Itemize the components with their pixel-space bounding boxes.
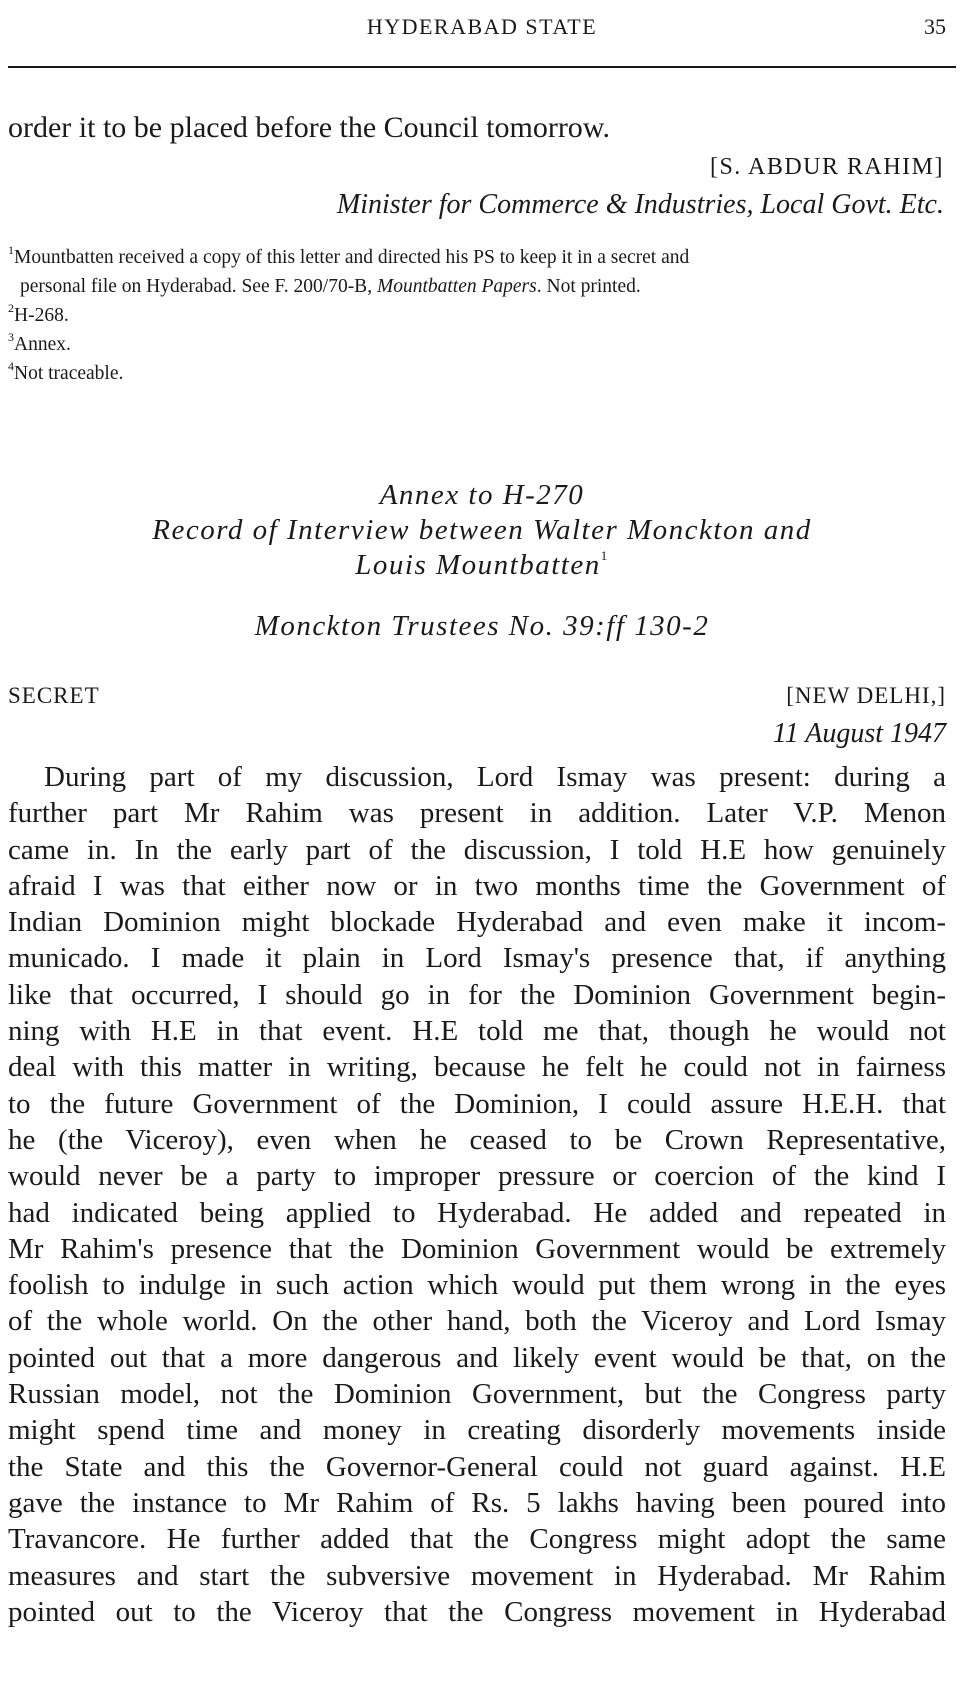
body-line: had indicated being applied to Hyderabad. He added and repeated in [8,1196,946,1229]
date-label: 11 August 1947 [772,718,946,749]
running-header [8,14,956,44]
footnote-marker: 1 [600,548,609,563]
footnote-1 [8,243,956,272]
footnote-4 [8,359,956,388]
continuation-text: order it to be placed before the Council tomorrow. [8,111,611,144]
signature-block [337,148,944,224]
body-line: measures and start the subversive movement in Hyderabad. Mr Rahim [8,1559,946,1592]
body-line: pointed out that a more dangerous and likely event would be that, on the [8,1341,946,1374]
footnote-text: Not traceable. [14,363,124,384]
footnote-marker: 1 [8,243,14,257]
archive-reference: Monckton Trustees No. 39:ff 130-2 [254,610,710,642]
footnote-text: personal file on Hyderabad. See F. 200/70-B, [20,276,377,297]
footnote-marker: 3 [8,330,14,344]
classification-label: SECRET [8,683,100,708]
footnote-marker: 4 [8,359,14,373]
place-label: [NEW DELHI,] [786,683,946,708]
body-line: deal with this matter in writing, because he felt he could not in fairness [8,1051,946,1084]
body-line: During part of my discussion, Lord Ismay was present: during a [44,761,946,793]
header-rule [8,66,956,68]
footnote-text: Mountbatten received a copy of this letter and directed his PS to keep it in a secret and [14,247,690,268]
book-page [8,0,956,1686]
footnote-text: Annex. [14,334,71,355]
body-line: to the future Government of the Dominion, I could assure H.E.H. that [8,1087,946,1120]
footnote-marker: 2 [8,301,14,315]
body-line: Indian Dominion might blockade Hyderabad and even make it incom- [8,906,946,939]
body-line: Mr Rahim's presence that the Dominion Government would be extremely [8,1232,946,1265]
running-title: HYDERABAD STATE [366,14,598,39]
footnotes [8,243,956,388]
signatory-title: Minister for Commerce & Industries, Local Govt. Etc. [336,189,944,220]
body-line: gave the instance to Mr Rahim of Rs. 5 lakhs having been poured into [8,1486,946,1519]
body-line: Russian model, not the Dominion Government, but the Congress party [8,1378,946,1411]
annex-heading: Annex to H-270 [379,479,585,511]
body-line: pointed out to the Viceroy that the Congress movement in Hyderabad [8,1595,946,1628]
footnote-3 [8,330,956,359]
annex-subtitle-text: Louis Mountbatten [355,549,601,581]
page-number: 35 [924,14,946,39]
body-line: afraid I was that either now or in two months time the Government of [8,869,946,902]
body-paragraph [8,759,946,1630]
body-line: would never be a party to improper pressure or coercion of the kind I [8,1160,946,1193]
body-line: the State and this the Governor-General could not guard against. H.E [8,1450,946,1483]
annex-subtitle-line [8,548,956,583]
body-line: further part Mr Rahim was present in addition. Later V.P. Menon [8,797,946,830]
body-line: he (the Viceroy), even when he ceased to be Crown Representative, [8,1123,946,1156]
footnote-2 [8,301,956,330]
body-line: foolish to indulge in such action which would put them wrong in the eyes [8,1269,946,1302]
body-line: Travancore. He further added that the Congress might adopt the same [8,1523,946,1556]
footnote-1-continued [8,272,956,301]
body-line: came in. In the early part of the discussion, I told H.E how genuinely [8,833,946,866]
annex-subtitle-line: Record of Interview between Walter Monckton and [152,514,812,546]
annex-heading-block [8,478,956,644]
footnote-text: H-268. [14,305,69,326]
footnote-text: . Not printed. [536,276,641,297]
footnote-citation: Mountbatten Papers [376,276,537,297]
dateline [8,683,956,763]
body-line: like that occurred, I should go in for the Dominion Government begin- [8,978,946,1011]
body-line: of the whole world. On the other hand, both the Viceroy and Lord Ismay [8,1305,946,1338]
body-line: municado. I made it plain in Lord Ismay's presence that, if anything [8,942,946,975]
body-line: ning with H.E in that event. H.E told me that, though he would not [8,1015,946,1048]
signatory-name: [S. ABDUR RAHIM] [709,154,944,180]
body-line: might spend time and money in creating disorderly movements inside [8,1414,946,1447]
